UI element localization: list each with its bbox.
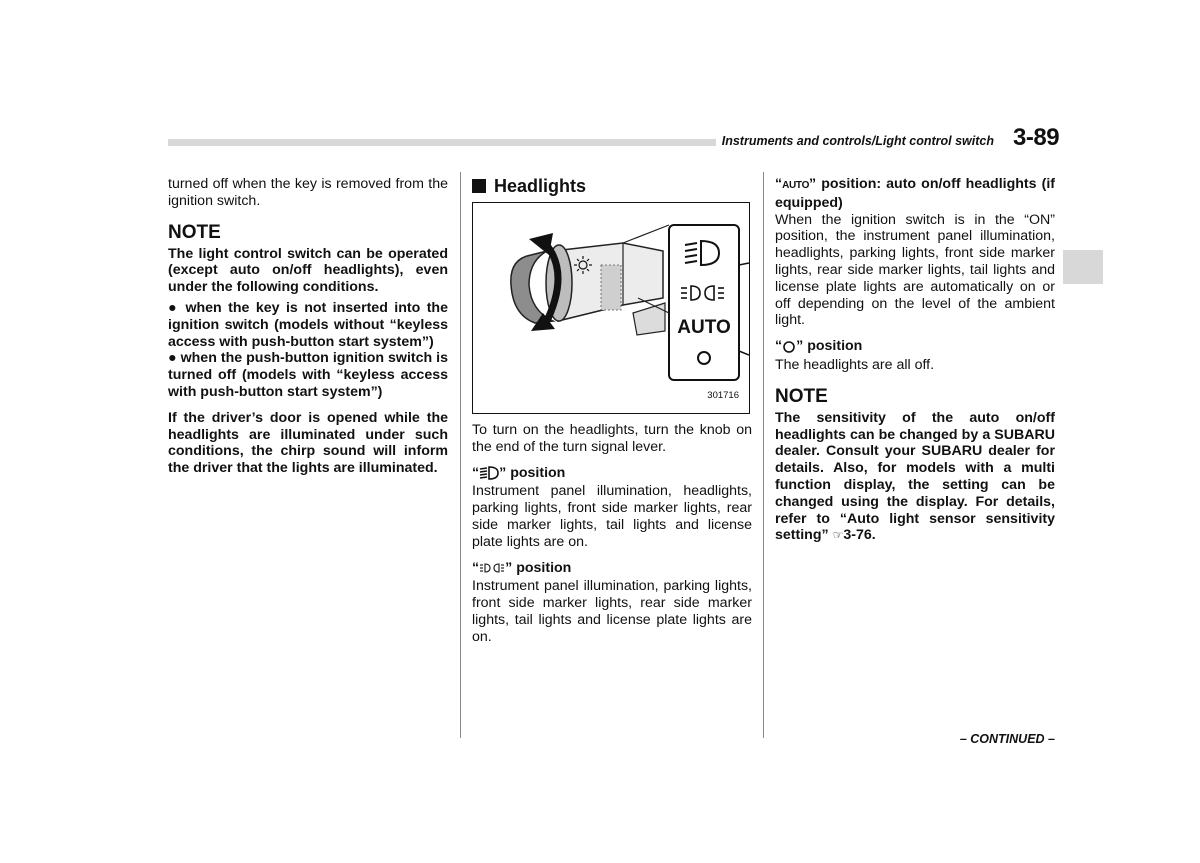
quote-open: “ bbox=[472, 559, 480, 576]
note-paragraph-2: If the driver’s door is opened while the headlights are illuminated under such conditions, the chirp sound will inform the driver that the lights are illuminated. bbox=[168, 409, 448, 477]
light-switch-figure bbox=[472, 202, 750, 414]
quote-open: “ bbox=[472, 464, 480, 481]
parking-position-heading bbox=[472, 560, 752, 577]
page-number: 3-89 bbox=[1013, 124, 1060, 151]
quote-close: ” bbox=[796, 338, 804, 355]
off-position-text: The headlights are all off. bbox=[775, 356, 935, 373]
headlights-intro: To turn on the headlights, turn the knob on the end of the turn signal lever. bbox=[472, 422, 752, 455]
note-bullet-1: ● when the key is not inserted into the ignition switch (models without “keyless access with push-button start system”) bbox=[168, 299, 448, 350]
sensitivity-note-text: The sensitivity of the auto on/off headlights can be changed by a SUBARU dealer. Consult your SUBARU dealer for details. Also, for models with a multi function display, the setting can be changed using the display. For details, refer to “Auto light sensor sensitivity setting” bbox=[775, 409, 1055, 544]
note-bullet-2: ● when the push-button ignition switch is turned off (models with “keyless access with push-button start system”) bbox=[168, 350, 448, 400]
column-3 bbox=[775, 176, 1055, 544]
headlight-position-text: Instrument panel illumination, headlights, parking lights, front side marker lights, rear side marker lights, tail lights and license plate lights are on. bbox=[472, 483, 752, 550]
note-heading: NOTE bbox=[168, 221, 221, 243]
auto-label: AUTO bbox=[677, 317, 731, 338]
section-square-icon bbox=[472, 179, 486, 193]
light-switch-illustration bbox=[473, 203, 749, 413]
page-reference-icon: ☞ bbox=[832, 528, 844, 543]
parking-lights-icon bbox=[479, 562, 505, 574]
note-lead: The light control switch can be operated (except auto on/off headlights), even under the following conditions. bbox=[168, 245, 448, 296]
quote-close: ” bbox=[809, 176, 817, 192]
auto-position-heading bbox=[775, 176, 1055, 212]
off-position-label: position bbox=[807, 338, 863, 355]
auto-position-heading-text: position: auto on/off headlights (if equipped) bbox=[775, 176, 1055, 211]
headlights-heading bbox=[472, 176, 752, 196]
auto-icon: AUTO bbox=[782, 180, 810, 191]
column-2 bbox=[472, 176, 752, 646]
note-heading-2: NOTE bbox=[775, 385, 828, 407]
col1-intro: turned off when the key is removed from the ignition switch. bbox=[168, 176, 448, 209]
auto-position-text: When the ignition switch is in the “ON” position, the instrument panel illumination, headlights, parking lights, front side marker lights, rear side marker lights, tail lights and license plate lights are automatically on or off depending on the level of the ambient light. bbox=[775, 211, 1055, 329]
quote-open: “ bbox=[775, 338, 783, 355]
figure-number: 301716 bbox=[707, 390, 739, 402]
headlights-heading-text: Headlights bbox=[494, 176, 587, 196]
headlight-position-heading bbox=[472, 465, 752, 482]
reference-page: 3-76. bbox=[843, 527, 876, 544]
headlight-position-label: position bbox=[510, 464, 566, 481]
column-1 bbox=[168, 176, 448, 477]
section-title: Instruments and controls/Light control switch bbox=[716, 134, 994, 148]
parking-position-label: position bbox=[516, 559, 572, 576]
quote-close: ” bbox=[499, 464, 507, 481]
quote-close: ” bbox=[505, 559, 513, 576]
headlight-icon bbox=[479, 466, 499, 480]
column-divider-1 bbox=[460, 172, 461, 738]
column-divider-2 bbox=[763, 172, 764, 738]
off-position-heading bbox=[775, 338, 1055, 355]
quote-open: “ bbox=[775, 176, 783, 192]
sensitivity-note bbox=[775, 410, 1055, 544]
parking-position-text: Instrument panel illumination, parking lights, front side marker lights, rear side marker lights, tail lights and license plate lights are on. bbox=[472, 578, 752, 645]
continued-label: – CONTINUED – bbox=[959, 732, 1055, 746]
off-circle-icon bbox=[782, 340, 796, 354]
chapter-tab bbox=[1063, 250, 1103, 284]
